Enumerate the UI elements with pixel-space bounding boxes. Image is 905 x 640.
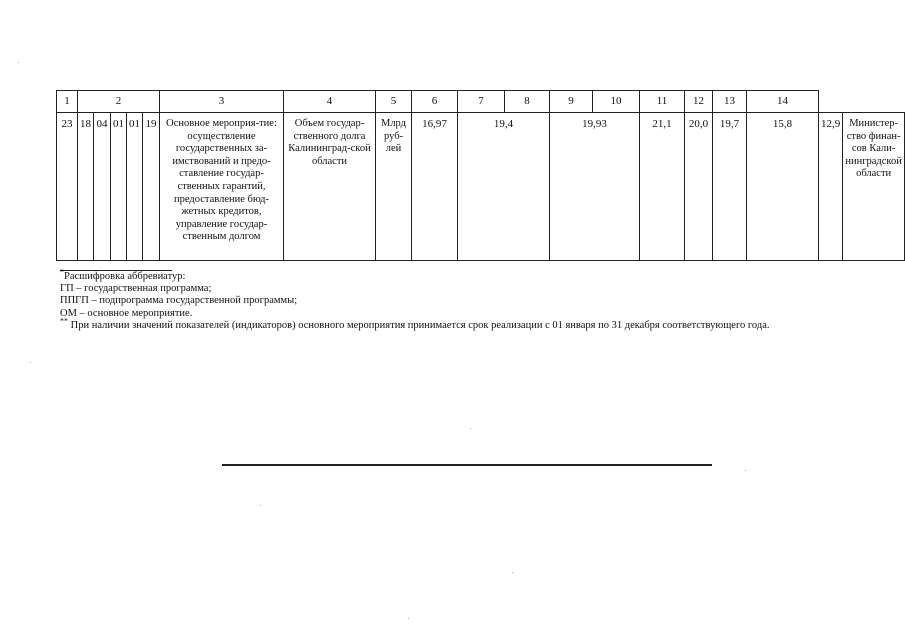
header-cell: 1	[57, 91, 78, 113]
header-cell: 3	[160, 91, 284, 113]
scan-speck	[260, 505, 261, 506]
value-cell: 19,7	[713, 113, 747, 261]
footnote-gp: ГП – государственная программа;	[60, 283, 212, 295]
footnote-om: ОМ – основное мероприятие.	[60, 307, 193, 319]
header-cell: 7	[458, 91, 505, 113]
event-name-cell: Основное мероприя-тие: осуществление государственных за-имствований и предо-ставление государ-ственных гарантий, предоставление бюд-жетных кредитов, управление государ-ственным долгом	[160, 113, 284, 261]
code-cell: 04	[94, 113, 111, 261]
header-cell: 4	[284, 91, 376, 113]
footnotes	[60, 267, 860, 332]
code-cell: 01	[127, 113, 143, 261]
value-cell: 16,97	[412, 113, 458, 261]
scan-speck	[18, 62, 19, 63]
scan-speck	[408, 618, 409, 619]
header-cell: 13	[713, 91, 747, 113]
code-cell: 01	[111, 113, 127, 261]
header-cell: 9	[550, 91, 593, 113]
header-cell: 8	[505, 91, 550, 113]
header-cell: 2	[78, 91, 160, 113]
value-cell: 19,4	[458, 113, 550, 261]
row-number: 23	[57, 113, 78, 261]
code-cell: 19	[143, 113, 160, 261]
header-cell: 6	[412, 91, 458, 113]
table-row	[57, 113, 905, 261]
header-cell: 11	[640, 91, 685, 113]
value-cell: 20,0	[685, 113, 713, 261]
footnote-abbrev-title: *Расшифровка аббревиатур:	[60, 267, 186, 282]
scan-speck	[745, 470, 746, 471]
unit-cell: Млрд руб-лей	[376, 113, 412, 261]
code-cell: 18	[78, 113, 94, 261]
scan-speck	[30, 362, 31, 363]
value-cell: 21,1	[640, 113, 685, 261]
footnote-pgp: ППГП – подпрограмма государственной программы;	[60, 295, 298, 307]
header-cell: 14	[747, 91, 819, 113]
scan-speck	[512, 572, 513, 573]
table-header-row	[57, 91, 905, 113]
footnote-period-note: ** При наличии значений показателей (индикаторов) основного мероприятия принимается срок реализации с 01 января по 31 декабря соответствующего года.	[60, 316, 770, 331]
scan-speck	[470, 428, 471, 429]
responsible-cell: Министер-ство финан-сов Кали-нинградской области	[843, 113, 905, 261]
header-cell: 5	[376, 91, 412, 113]
end-rule	[222, 464, 712, 466]
header-cell: 12	[685, 91, 713, 113]
indicator-cell: Объем государ-ственного долга Калининград-ской области	[284, 113, 376, 261]
value-cell: 15,8	[747, 113, 819, 261]
header-cell: 10	[593, 91, 640, 113]
value-cell: 19,93	[550, 113, 640, 261]
indicator-table	[56, 90, 905, 261]
value-cell: 12,9	[819, 113, 843, 261]
